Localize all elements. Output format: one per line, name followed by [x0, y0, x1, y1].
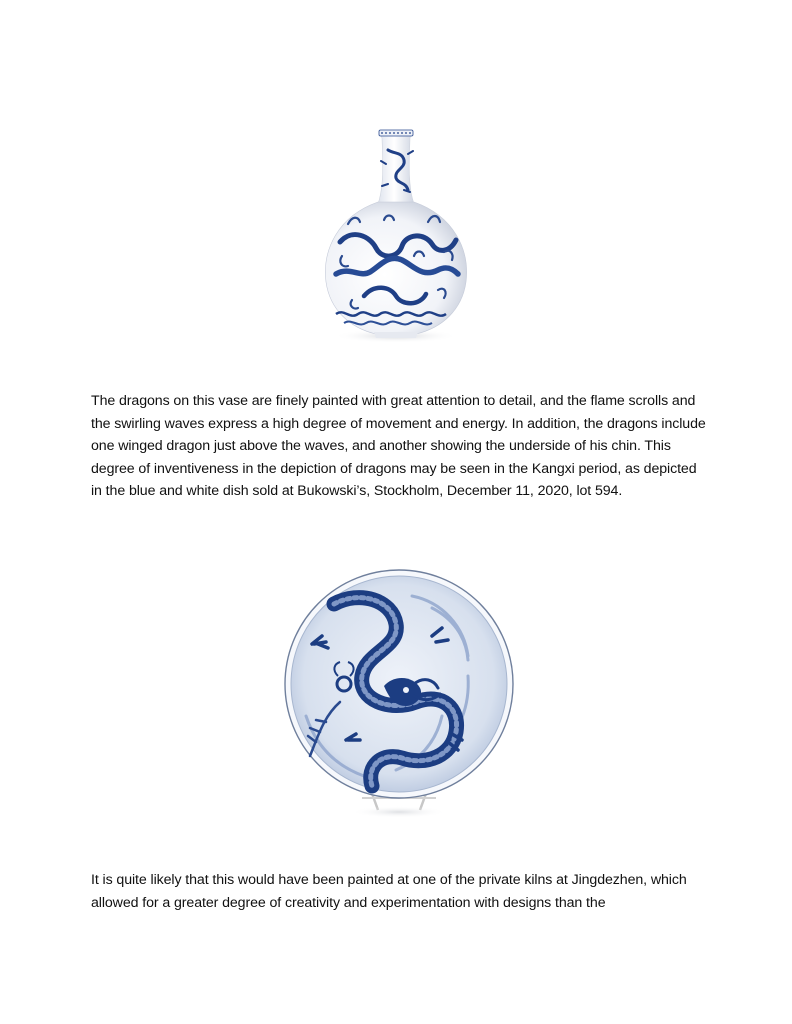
dragon-vase-icon — [318, 124, 474, 346]
vase-image — [318, 124, 474, 346]
paragraph-kiln-description: It is quite likely that this would have been painted at one of the private kilns at Jingdezhen, which allowed for a greater degree of creativity and experimentation with designs than the — [91, 872, 687, 911]
dish-image — [282, 566, 516, 822]
paragraph-vase-description: The dragons on this vase are finely painted with great attention to detail, and the flame scrolls and the swirling waves express a high degree of movement and energy. In addition, the dragons include one winged dragon just above the waves, and another showing the underside of his chin. This degree of inventiveness in the depiction of dragons may be seen in the Kangxi period, as depicted in the blue and white dish sold at Bukowski’s, Stockholm, December 11, 2020, lot 594. — [91, 393, 706, 500]
dragon-dish-icon — [282, 566, 516, 822]
